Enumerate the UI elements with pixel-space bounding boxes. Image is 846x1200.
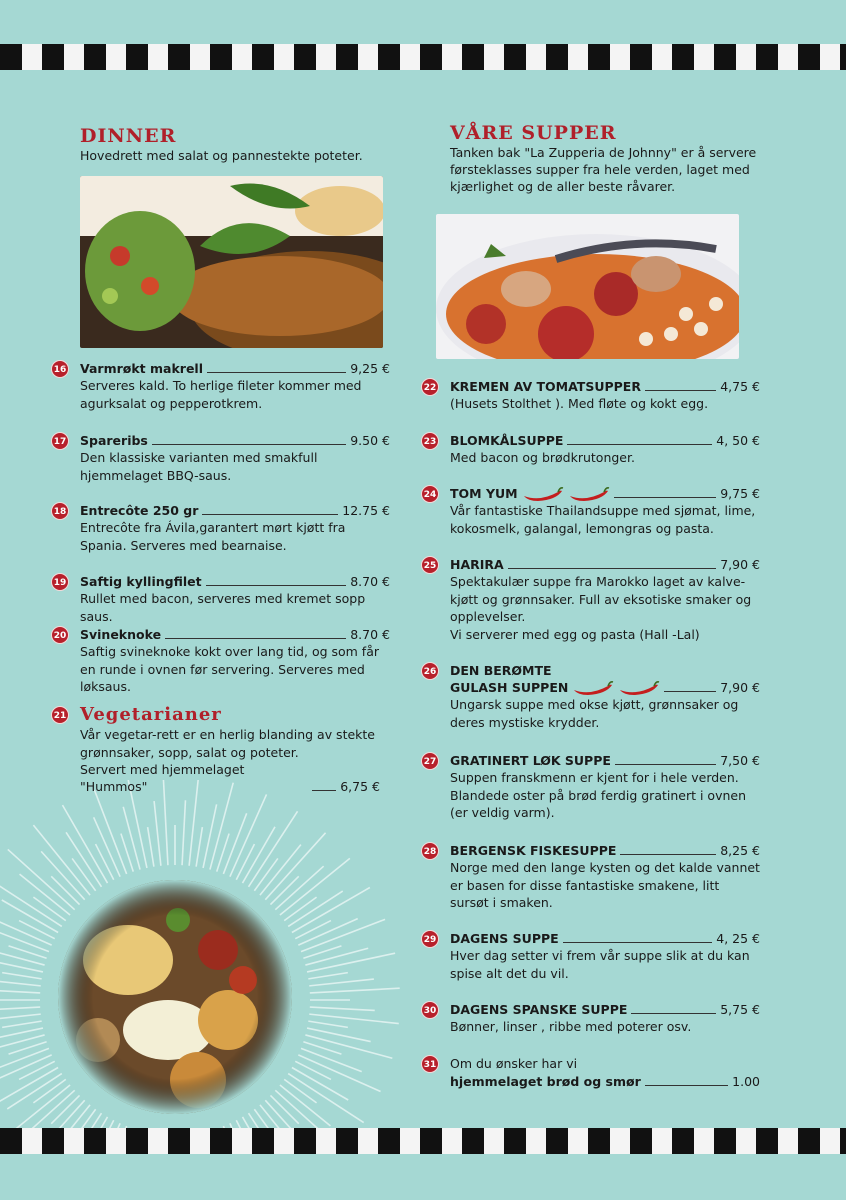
- item-number-badge: 31: [421, 1055, 439, 1073]
- item-name: Saftig kyllingfilet: [80, 574, 202, 589]
- item-price: 1.00: [732, 1073, 760, 1089]
- sunburst-ray: [254, 858, 278, 890]
- sunburst-ray: [20, 874, 71, 915]
- item-description: Suppen franskmenn er kjent for i hele verden. Blandede oster på brød ferdig gratinert i ovnen (er veldig varm).: [450, 770, 747, 820]
- sunburst-ray: [260, 845, 301, 896]
- sunburst-ray: [307, 953, 395, 972]
- sunburst-ray: [96, 844, 114, 880]
- sunburst-ray: [0, 1007, 40, 1012]
- sunburst-ray: [309, 1014, 399, 1023]
- soups-intro: Tanken bak "La Zupperia de Johnny" er å servere førsteklasses supper fra hele verden, laget med kjærlighet og de aller beste råvarer.: [450, 145, 757, 194]
- item-price: 4, 25 €: [716, 931, 760, 946]
- item-number-badge: 16: [51, 360, 69, 378]
- sunburst-ray: [295, 921, 331, 939]
- sunburst-ray: [94, 790, 126, 874]
- item-price: 4,75 €: [720, 379, 760, 394]
- item-name-line2: GULASH SUPPEN: [450, 680, 569, 695]
- sunburst-ray: [307, 1028, 371, 1042]
- sunburst-ray: [154, 801, 161, 866]
- menu-item-20: [53, 626, 390, 696]
- item-name: TOM YUM: [450, 486, 518, 501]
- item-name: BLOMKÅLSUPPE: [450, 433, 564, 448]
- menu-item-23: [423, 432, 760, 467]
- menu-item-16: [53, 360, 390, 412]
- dinner-intro: Hovedrett med salat og pannestekte poteter.: [80, 148, 363, 163]
- sunburst-ray: [275, 866, 323, 909]
- chili-pepper-icon: [618, 680, 660, 696]
- item-description: Med bacon og brødkrutonger.: [450, 450, 635, 465]
- item-price: 9.50 €: [350, 433, 390, 448]
- item-number-badge: 26: [421, 662, 439, 680]
- vegetarian-description: Vår vegetar-rett er en herlig blanding av stekte grønnsaker, sopp, salat og poteter.: [80, 727, 375, 760]
- item-description-extra: Vi serverer med egg og pasta (Hall -Lal): [450, 626, 700, 642]
- sunburst-ray: [308, 973, 348, 979]
- sunburst-ray: [72, 858, 96, 890]
- item-number-badge: 29: [421, 930, 439, 948]
- menu-item-25: [423, 556, 760, 643]
- menu-item-29: [423, 930, 760, 982]
- sunburst-ray: [0, 990, 40, 993]
- chili-pepper-icon: [572, 680, 614, 696]
- sunburst-ray: [41, 851, 84, 899]
- menu-item-18: [53, 502, 390, 554]
- sunburst-ray: [0, 942, 45, 965]
- item-number-badge: 19: [51, 573, 69, 591]
- item-number-badge: 18: [51, 502, 69, 520]
- item-number-badge: 24: [421, 485, 439, 503]
- sunburst-ray: [284, 897, 316, 921]
- menu-item-21-vegetarian: [53, 704, 390, 795]
- item-name: BERGENSK FISKESUPPE: [450, 843, 617, 858]
- item-price: 8.70 €: [350, 627, 390, 642]
- item-number-badge: 20: [51, 626, 69, 644]
- item-description: Spektakulær suppe fra Marokko laget av kalve-kjøtt og grønnsaker. Full av eksotiske smaker og opplevelser.: [450, 574, 752, 624]
- item-price: 12.75 €: [342, 503, 390, 518]
- item-description: Serveres kald. To herlige fileter kommer med agurksalat og pepperotkrem.: [80, 378, 362, 411]
- menu-item-24: [423, 485, 760, 537]
- item-name: KREMEN AV TOMATSUPPER: [450, 379, 641, 394]
- item-name: GRATINERT LØK SUPPE: [450, 753, 611, 768]
- menu-item-31: [423, 1055, 760, 1090]
- item-name: Varmrøkt makrell: [80, 361, 203, 376]
- item-description: Hver dag setter vi frem vår suppe slik at du kan spise alt det du vil.: [450, 948, 750, 981]
- sunburst-ray: [0, 958, 43, 972]
- sunburst-ray: [2, 973, 42, 979]
- sunburst-ray: [301, 919, 385, 951]
- item-description: Vår fantastiske Thailandsuppe med sjømat, lime, kokosmelk, galangal, lemongras og pasta.: [450, 503, 756, 536]
- menu-item-30: [423, 1001, 760, 1036]
- sunburst-ray: [0, 1014, 41, 1021]
- sunburst-ray: [230, 794, 267, 876]
- item-number-badge: 28: [421, 842, 439, 860]
- sunburst-ray: [33, 1079, 65, 1103]
- item-price: 4, 50 €: [716, 433, 760, 448]
- menu-item-26: [423, 662, 760, 731]
- item-description: Rullet med bacon, serveres med kremet sopp saus.: [80, 591, 366, 624]
- item-price: 8,25 €: [720, 843, 760, 858]
- sunburst-ray: [2, 1021, 42, 1027]
- sunburst-ray: [19, 1061, 55, 1079]
- sunburst-ray: [236, 844, 254, 880]
- item-price: 6,75 €: [340, 779, 380, 794]
- sunburst-ray: [8, 849, 75, 909]
- menu-item-28: [423, 842, 760, 912]
- sunburst-ray: [309, 979, 374, 986]
- vegetarian-title: Vegetarianer: [80, 704, 222, 725]
- item-description: (Husets Stolthet ). Med fløte og kokt egg.: [450, 396, 709, 411]
- sunburst-ray: [288, 1074, 363, 1123]
- item-description: Saftig svineknoke kokt over lang tid, og som får en runde i ovnen før servering. Serveres med løksaus.: [80, 644, 380, 694]
- item-description: Norge med den lange kysten og det kalde vannet er basen for disse fantastiske smakene, litt sursøt i smaken.: [450, 860, 760, 910]
- sunburst-ray: [280, 858, 350, 915]
- sunburst-ray: [305, 948, 368, 965]
- item-description: Entrecôte fra Ávila,garantert mørt kjøtt fra Spania. Serveres med bearnaise.: [80, 520, 346, 553]
- sunburst-ray: [33, 825, 90, 895]
- menu-item-17: [53, 432, 390, 484]
- sunburst-ray: [63, 805, 108, 883]
- sunburst-ray: [249, 811, 298, 886]
- item-number-badge: 30: [421, 1001, 439, 1019]
- item-description: Bønner, linser , ribbe med poterer osv.: [450, 1019, 692, 1034]
- sunburst-ray: [26, 1090, 74, 1130]
- item-number-badge: 23: [421, 432, 439, 450]
- sunburst-ray: [196, 827, 202, 867]
- sunburst-ray: [280, 1085, 331, 1126]
- sunburst-ray: [19, 921, 55, 939]
- item-number-badge: 25: [421, 556, 439, 574]
- soup-photo: [436, 214, 739, 359]
- chili-pepper-icon: [568, 486, 610, 502]
- menu-item-22: [423, 378, 760, 413]
- sunburst-ray: [295, 1061, 331, 1079]
- item-price: 9,75 €: [720, 486, 760, 501]
- item-description: Ungarsk suppe med okse kjøtt, grønnsaker og deres mystiske krydder.: [450, 697, 739, 730]
- item-price: 7,90 €: [720, 680, 760, 695]
- item-number-badge: 17: [51, 432, 69, 450]
- dinner-title: DINNER: [80, 125, 177, 147]
- item-price: 7,50 €: [720, 753, 760, 768]
- dinner-photo: [80, 176, 383, 348]
- sunburst-ray: [203, 804, 217, 868]
- item-name: Entrecôte 250 gr: [80, 503, 199, 518]
- item-number-badge: 21: [51, 706, 69, 724]
- item-price: 7,90 €: [720, 557, 760, 572]
- vegetarian-serving: Servert med hjemmelaget "Hummos": [80, 762, 245, 794]
- vegetarian-photo: [58, 880, 292, 1114]
- item-name: DAGENS SPANSKE SUPPE: [450, 1002, 628, 1017]
- dinner-column: [80, 125, 390, 164]
- sunburst-ray: [310, 988, 400, 993]
- chili-pepper-icon: [522, 486, 564, 502]
- menu-item-27: [423, 752, 760, 822]
- sunburst-ray: [298, 1055, 380, 1092]
- sunburst-ray: [284, 1079, 316, 1103]
- item-number-badge: 22: [421, 378, 439, 396]
- item-preamble: Om du ønsker har vi: [450, 1056, 578, 1071]
- sunburst-ray: [182, 800, 185, 865]
- soups-title: VÅRE SUPPER: [450, 122, 617, 144]
- sunburst-ray: [0, 1055, 52, 1081]
- menu-item-19: [53, 573, 390, 625]
- soups-column: [450, 122, 760, 195]
- sunburst-ray: [265, 833, 325, 900]
- item-name: Spareribs: [80, 433, 148, 448]
- sunburst-ray: [33, 897, 65, 921]
- sunburst-ray: [0, 877, 62, 926]
- checker-border-top: [0, 44, 846, 70]
- item-name: DEN BERØMTE: [450, 663, 552, 678]
- item-name: hjemmelaget brød og smør: [450, 1073, 641, 1089]
- item-name: Svineknoke: [80, 627, 162, 642]
- sunburst-ray: [308, 1021, 348, 1027]
- item-name: HARIRA: [450, 557, 504, 572]
- item-name: DAGENS SUPPE: [450, 931, 559, 946]
- sunburst-ray: [123, 807, 140, 870]
- sunburst-ray: [292, 888, 370, 933]
- checker-border-bottom: [0, 1128, 846, 1154]
- item-price: 9,25 €: [350, 361, 390, 376]
- item-price: 8.70 €: [350, 574, 390, 589]
- sunburst-ray: [148, 827, 154, 867]
- item-number-badge: 27: [421, 752, 439, 770]
- item-price: 5,75 €: [720, 1002, 760, 1017]
- sunburst-ray: [310, 1007, 375, 1010]
- item-description: Den klassiske varianten med smakfull hjemmelaget BBQ-saus.: [80, 450, 318, 483]
